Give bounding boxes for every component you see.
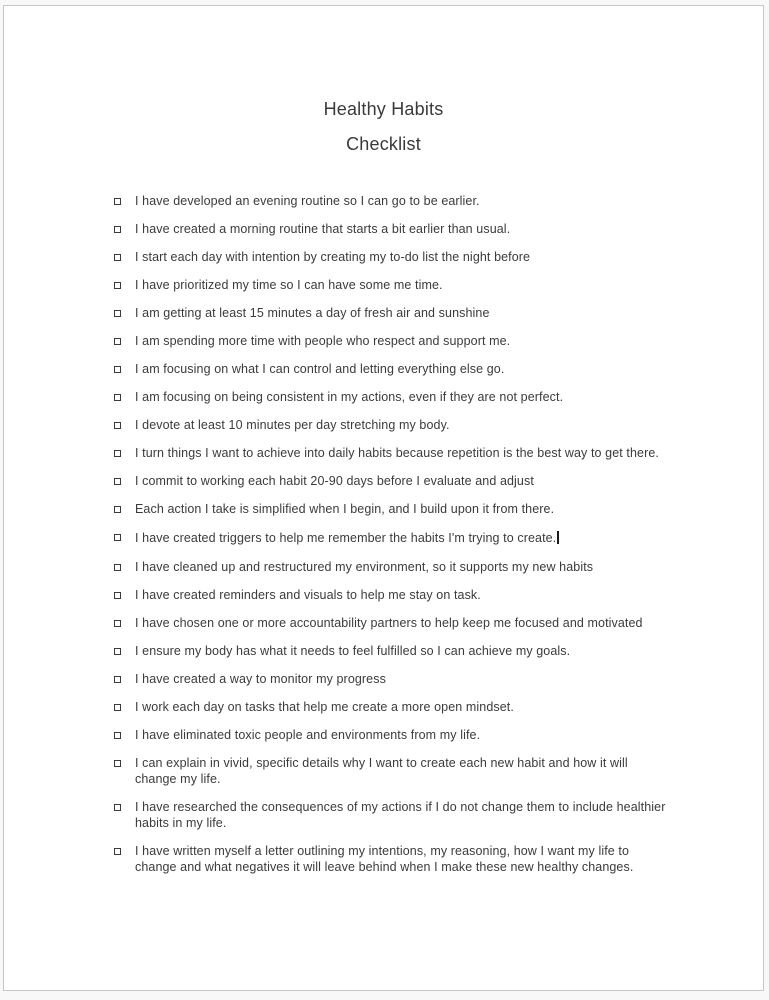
checklist-item [114,559,668,575]
checkbox-icon[interactable] [114,648,121,655]
checklist-item [114,615,668,631]
checklist-item [114,727,668,743]
checklist-item-text: I have created a morning routine that starts a bit earlier than usual. [135,222,511,236]
checklist-item-text: I have created a way to monitor my progress [135,672,386,686]
checkbox-icon[interactable] [114,732,121,739]
document-title [4,6,763,162]
checkbox-icon[interactable] [114,676,121,683]
checkbox-icon[interactable] [114,804,121,811]
checklist-item-text: I commit to working each habit 20-90 days before I evaluate and adjust [135,474,534,488]
checklist-item-text: I am focusing on being consistent in my actions, even if they are not perfect. [135,390,564,404]
checkbox-icon[interactable] [114,506,121,513]
checklist-item [114,587,668,603]
checkbox-icon[interactable] [114,478,121,485]
checklist-item-text: I have written myself a letter outlining my intentions, my reasoning, how I want my life to change and what negatives it will leave behind when I make these new healthy changes. [135,844,634,874]
checklist-item [114,193,668,209]
checklist-item-text: I have created reminders and visuals to help me stay on task. [135,588,481,602]
checklist-item-text: I am getting at least 15 minutes a day of fresh air and sunshine [135,306,490,320]
checklist-item-text: I start each day with intention by creating my to-do list the night before [135,250,531,264]
checkbox-icon[interactable] [114,848,121,855]
checkbox-icon[interactable] [114,226,121,233]
checkbox-icon[interactable] [114,564,121,571]
checkbox-icon[interactable] [114,450,121,457]
checklist-item-text: I have prioritized my time so I can have some me time. [135,278,443,292]
checklist-item [114,671,668,687]
checkbox-icon[interactable] [114,198,121,205]
checklist-item-text: I have eliminated toxic people and environments from my life. [135,728,481,742]
checklist-item [114,799,668,831]
checklist-item [114,445,668,461]
checklist-item-text: Each action I take is simplified when I begin, and I build upon it from there. [135,502,555,516]
checkbox-icon[interactable] [114,704,121,711]
checklist-item [114,333,668,349]
checklist-item-text: I can explain in vivid, specific details why I want to create each new habit and how it will change my life. [135,756,628,786]
checkbox-icon[interactable] [114,592,121,599]
checklist-item [114,501,668,517]
checklist-item-text: I have researched the consequences of my actions if I do not change them to include healthier habits in my life. [135,800,666,830]
checklist-item [114,843,668,875]
checklist-item [114,389,668,405]
checklist-item [114,221,668,237]
text-cursor [557,531,559,544]
checkbox-icon[interactable] [114,282,121,289]
checkbox-icon[interactable] [114,310,121,317]
checklist-item-text: I have created triggers to help me remember the habits I'm trying to create. [135,531,557,545]
checklist-item-text: I turn things I want to achieve into daily habits because repetition is the best way to get there. [135,446,659,460]
checklist-item-text: I have developed an evening routine so I can go to be earlier. [135,194,480,208]
checklist-item-text: I am spending more time with people who respect and support me. [135,334,511,348]
checkbox-icon[interactable] [114,394,121,401]
checkbox-icon[interactable] [114,254,121,261]
checkbox-icon[interactable] [114,366,121,373]
document-page [3,5,764,991]
checklist-item [114,361,668,377]
checklist-item [114,305,668,321]
checklist [4,193,763,875]
checklist-item [114,277,668,293]
checklist-item [114,699,668,715]
checkbox-icon[interactable] [114,760,121,767]
checklist-item [114,529,668,547]
checklist-item-text: I am focusing on what I can control and letting everything else go. [135,362,505,376]
title-line-1: Healthy Habits [323,99,444,119]
checklist-item-text: I ensure my body has what it needs to feel fulfilled so I can achieve my goals. [135,644,571,658]
checkbox-icon[interactable] [114,338,121,345]
checklist-item-text: I work each day on tasks that help me create a more open mindset. [135,700,514,714]
checkbox-icon[interactable] [114,620,121,627]
checkbox-icon[interactable] [114,422,121,429]
checklist-item [114,473,668,489]
checklist-item-text-with-cursor [135,529,559,547]
checklist-item [114,249,668,265]
checklist-item [114,755,668,787]
title-line-2: Checklist [346,134,421,154]
checklist-item [114,417,668,433]
checklist-item-text: I have chosen one or more accountability partners to help keep me focused and motivated [135,616,643,630]
checklist-item-text: I devote at least 10 minutes per day stretching my body. [135,418,450,432]
checklist-item-text: I have cleaned up and restructured my environment, so it supports my new habits [135,560,594,574]
checkbox-icon[interactable] [114,534,121,541]
checklist-item [114,643,668,659]
